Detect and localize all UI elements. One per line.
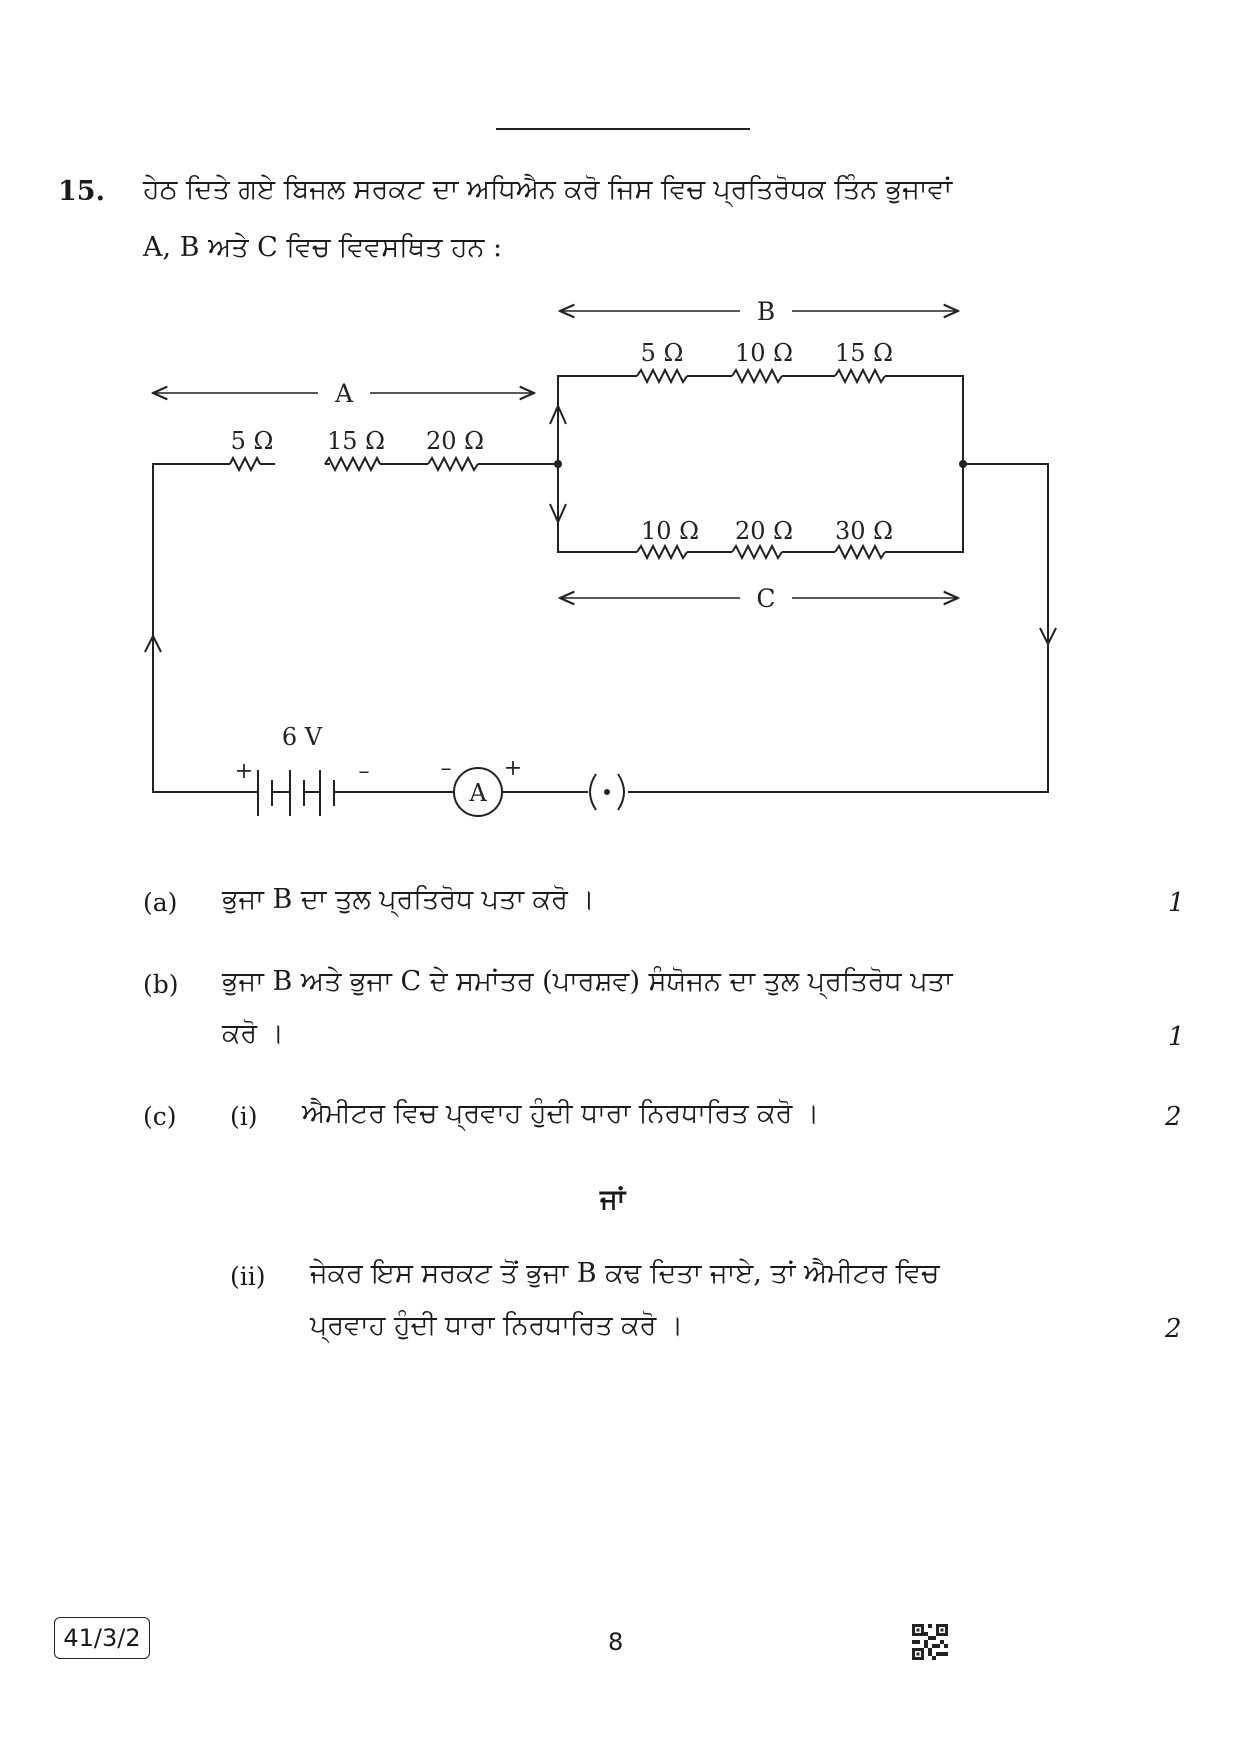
question-number: 15.	[58, 176, 105, 207]
battery-voltage-label: 6 V	[281, 723, 323, 751]
resistor-b2	[732, 370, 782, 382]
resistor-b1	[637, 370, 687, 382]
page-number: 8	[608, 1628, 624, 1656]
part-c-i-label: (i)	[230, 1102, 258, 1131]
part-c-ii-text-line2: ਪ੍ਰਵਾਹ ਹੁੰਦੀ ਧਾਰਾ ਨਿਰਧਾਰਿਤ ਕਰੋ ।	[310, 1310, 684, 1341]
part-a-text: ਭੁਜਾ B ਦਾ ਤੁਲ ਪ੍ਰਤਿਰੋਧ ਪਤਾ ਕਰੋ ।	[222, 884, 595, 915]
resistor-b1-label: 5 Ω	[640, 339, 684, 367]
ammeter-minus-label: –	[440, 756, 452, 781]
key-dot	[604, 789, 610, 795]
resistor-a1	[230, 458, 260, 470]
resistor-c1	[637, 546, 687, 558]
ammeter-plus-label: +	[503, 756, 523, 781]
arm-c-label: C	[756, 584, 776, 613]
part-a-marks: 1	[1168, 888, 1185, 918]
battery-cell-1	[258, 770, 334, 816]
part-a-label: (a)	[143, 888, 178, 917]
part-c-ii-marks: 2	[1165, 1314, 1182, 1344]
resistor-c2-label: 20 Ω	[734, 517, 794, 545]
arm-a-label: A	[334, 379, 354, 408]
resistor-b2-label: 10 Ω	[734, 339, 794, 367]
junction-right	[959, 460, 967, 468]
wire-arm-b	[558, 376, 963, 464]
part-b-text-line2: ਕਰੋ ।	[222, 1018, 284, 1049]
resistor-a3	[428, 458, 478, 470]
resistor-a1-label: 5 Ω	[230, 427, 274, 455]
or-separator: ਜਾਂ	[600, 1184, 626, 1215]
arm-b-label: B	[756, 297, 776, 326]
wire-right	[633, 464, 1048, 792]
part-b-text-line1: ਭੁਜਾ B ਅਤੇ ਭੁਜਾ C ਦੇ ਸਮਾਂਤਰ (ਪਾਰਸ਼ਵ) ਸੰਯੋਜਨ ਦਾ ਤੁਲ ਪ੍ਰਤਿਰੋਧ ਪਤਾ	[222, 966, 953, 997]
question-text-line2: A, B ਅਤੇ C ਵਿਚ ਵਿਵਸਥਿਤ ਹਨ :	[143, 232, 503, 263]
part-c-ii-text-line1: ਜੇਕਰ ਇਸ ਸਰਕਟ ਤੋਂ ਭੁਜਾ B ਕਢ ਦਿਤਾ ਜਾਏ, ਤਾਂ ਐਮੀਟਰ ਵਿਚ	[310, 1258, 940, 1289]
ammeter-symbol: A	[469, 779, 487, 807]
key-left-arc	[590, 774, 596, 810]
resistor-c1-label: 10 Ω	[640, 517, 700, 545]
resistor-a2	[325, 458, 380, 470]
top-rule	[496, 128, 750, 130]
junction-left	[554, 460, 562, 468]
part-c-i-text: ਐਮੀਟਰ ਵਿਚ ਪ੍ਰਵਾਹ ਹੁੰਦੀ ਧਾਰਾ ਨਿਰਧਾਰਿਤ ਕਰੋ ।	[302, 1098, 820, 1129]
key-right-arc	[618, 774, 624, 810]
battery-plus-label: +	[234, 759, 254, 784]
battery-minus-label: –	[358, 759, 370, 784]
wire-left	[153, 464, 258, 792]
paper-code: 41/3/2	[54, 1617, 150, 1659]
resistor-a2-label: 15 Ω	[326, 427, 386, 455]
resistor-c3-label: 30 Ω	[834, 517, 894, 545]
part-c-ii-label: (ii)	[230, 1262, 266, 1291]
resistor-b3	[835, 370, 885, 382]
part-c-label: (c)	[143, 1102, 177, 1131]
resistor-c2	[732, 546, 782, 558]
part-c-i-marks: 2	[1165, 1102, 1182, 1132]
qr-code-icon	[912, 1624, 948, 1660]
resistor-c3	[835, 546, 885, 558]
part-b-marks: 1	[1168, 1022, 1185, 1052]
resistor-a3-label: 20 Ω	[425, 427, 485, 455]
part-b-label: (b)	[143, 970, 179, 999]
circuit-diagram	[0, 280, 1241, 840]
question-text-line1: ਹੇਠ ਦਿਤੇ ਗਏ ਬਿਜਲ ਸਰਕਟ ਦਾ ਅਧਿਐਨ ਕਰੋ ਜਿਸ ਵਿਚ ਪ੍ਰਤਿਰੋਧਕ ਤਿੰਨ ਭੁਜਾਵਾਂ	[143, 174, 953, 205]
resistor-b3-label: 15 Ω	[834, 339, 894, 367]
